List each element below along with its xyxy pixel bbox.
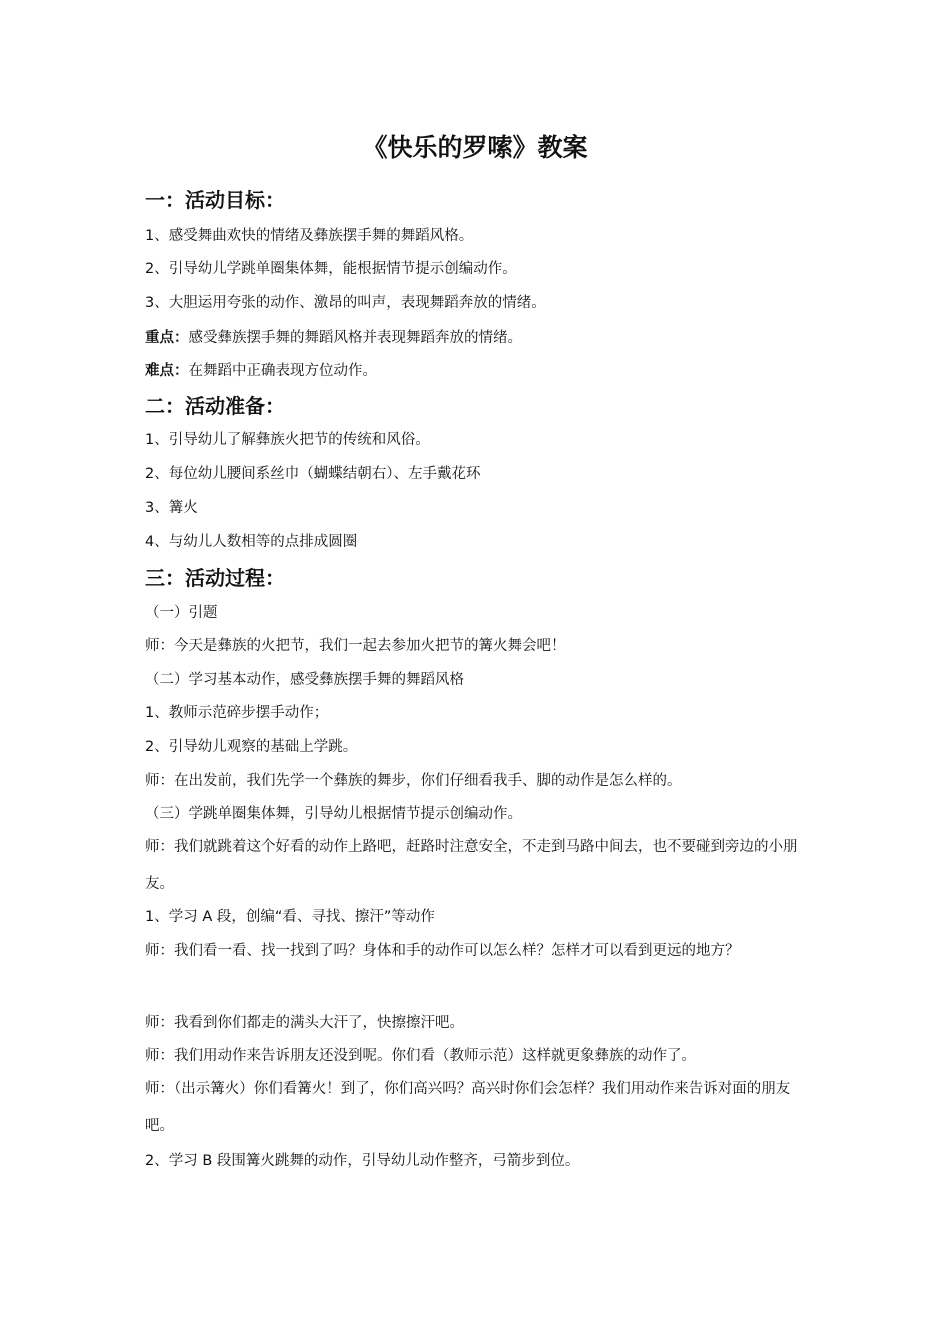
process-line: （一）引题	[145, 605, 218, 621]
preparation-item: 3、篝火	[145, 500, 198, 516]
process-line: 师：在出发前，我们先学一个彝族的舞步，你们仔细看我手、脚的动作是怎么样的。	[145, 773, 682, 789]
process-line: 师：我们用动作来告诉朋友还没到呢。你们看（教师示范）这样就更象彝族的动作了。	[145, 1048, 696, 1064]
key-point-text: 感受彝族摆手舞的舞蹈风格并表现舞蹈奔放的情绪。	[188, 330, 522, 346]
section-heading-preparation: 二：活动准备：	[145, 394, 285, 418]
process-line: 师：今天是彝族的火把节，我们一起去参加火把节的篝火舞会吧！	[145, 638, 566, 654]
process-line: 1、学习 A 段，创编“看、寻找、擦汗”等动作	[145, 909, 435, 925]
difficulty-line	[145, 360, 377, 382]
process-line: 1、教师示范碎步摆手动作；	[145, 705, 329, 721]
key-point-label: 重点：	[145, 330, 189, 346]
preparation-item: 4、与幼儿人数相等的点排成圆圈	[145, 534, 358, 550]
section-heading-goals: 一：活动目标：	[145, 188, 285, 212]
preparation-item: 2、每位幼儿腰间系丝巾（蝴蝶结朝右）、左手戴花环	[145, 466, 481, 482]
process-line: 师：我们看一看、找一找到了吗？身体和手的动作可以怎么样？怎样才可以看到更远的地方？	[145, 943, 740, 959]
process-line: 师：我看到你们都走的满头大汗了，快擦擦汗吧。	[145, 1015, 464, 1031]
process-line: 2、引导幼儿观察的基础上学跳。	[145, 739, 358, 755]
process-line: 2、学习 B 段围篝火跳舞的动作，引导幼儿动作整齐，弓箭步到位。	[145, 1153, 580, 1169]
goal-item: 2、引导幼儿学跳单圈集体舞，能根据情节提示创编动作。	[145, 261, 517, 277]
goal-item: 1、感受舞曲欢快的情绪及彝族摆手舞的舞蹈风格。	[145, 228, 474, 244]
key-point-line	[145, 327, 522, 349]
document-title: 《快乐的罗嗦》教案	[362, 133, 588, 162]
process-line: （二）学习基本动作，感受彝族摆手舞的舞蹈风格	[145, 672, 464, 688]
difficulty-label: 难点：	[145, 363, 189, 379]
process-line: 师：（出示篝火）你们看篝火！到了，你们高兴吗？高兴时你们会怎样？我们用动作来告诉对面的朋友吧。	[145, 1081, 791, 1134]
process-line: 师：我们就跳着这个好看的动作上路吧，赶路时注意安全，不走到马路中间去，也不要碰到旁边的小朋友。	[145, 839, 798, 892]
preparation-item: 1、引导幼儿了解彝族火把节的传统和风俗。	[145, 432, 430, 448]
difficulty-text: 在舞蹈中正确表现方位动作。	[188, 363, 377, 379]
process-line: （三）学跳单圈集体舞，引导幼儿根据情节提示创编动作。	[145, 806, 522, 822]
section-heading-process: 三：活动过程：	[145, 566, 285, 590]
goal-item: 3、大胆运用夸张的动作、激昂的叫声，表现舞蹈奔放的情绪。	[145, 295, 546, 311]
